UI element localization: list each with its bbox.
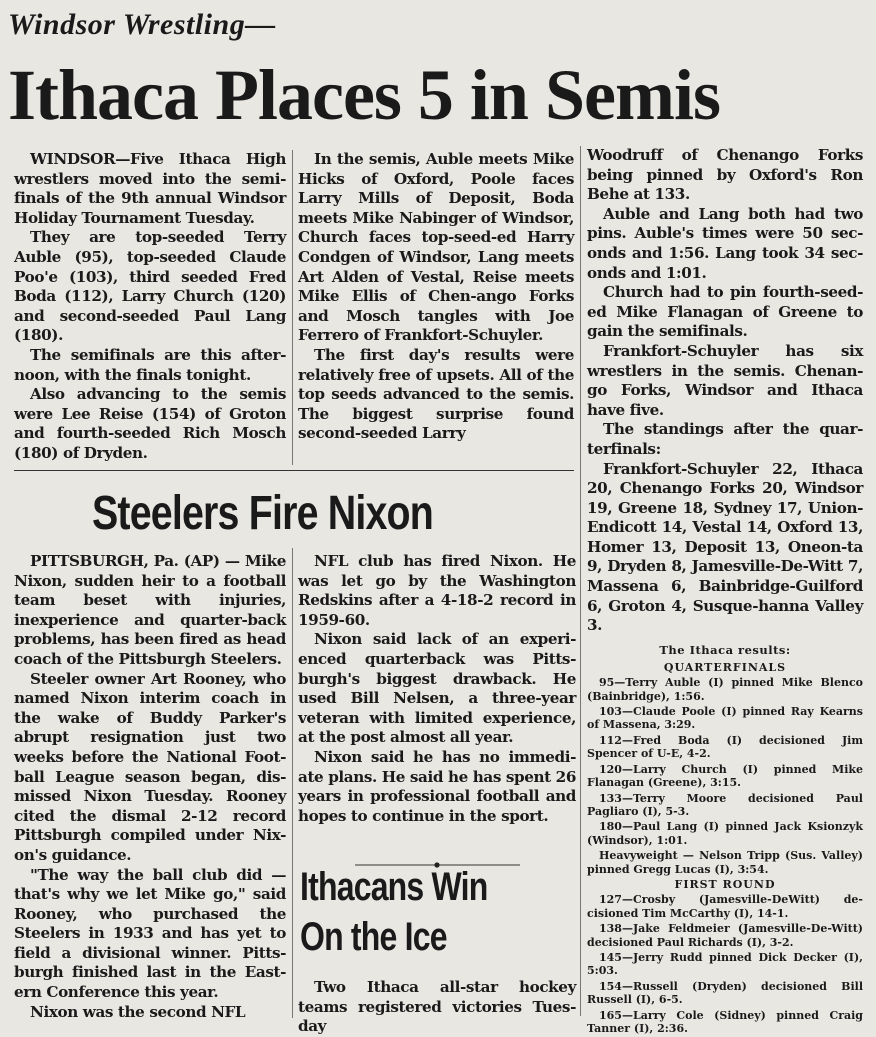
paragraph: Church had to pin fourth-seed-ed Mike Flanagan of Greene to gain the semifinals.	[587, 283, 863, 341]
section-divider	[14, 470, 574, 471]
wrestling-column-1	[14, 150, 286, 464]
first-round-label: FIRST ROUND	[674, 877, 776, 891]
steelers-column-1	[14, 552, 286, 1022]
steelers-column-2	[298, 552, 576, 826]
paragraph: "The way the ball club did — that's why we let Mike go," said Rooney, who purchased the Steelers in 1933 and has yet to field a divisional winner. Pitts-burgh finished last in the East-ern Conference this year.	[14, 865, 286, 1002]
result-item: 138—Jake Feldmeier (Jamesville-De-Witt) decisioned Paul Richards (I), 3-2.	[587, 922, 863, 949]
result-item: 120—Larry Church (I) pinned Mike Flanagan (Greene), 3:15.	[587, 762, 863, 790]
paragraph: Nixon was the second NFL	[30, 1002, 246, 1021]
paragraph: The first day's results were relatively free of upsets. All of the top seeds advanced to the semis. The biggest surprise found second-seeded Larry	[298, 345, 574, 443]
column-rule	[580, 146, 581, 1016]
paragraph: Nixon said he has no immedi-ate plans. He said he has spent 26 years in professional football and hopes to continue in the sport.	[298, 747, 576, 825]
paragraph: WINDSOR—Five Ithaca High wrestlers moved into the semi-finals of the 9th annual Windsor Holiday Tournament Tuesday.	[14, 150, 286, 227]
result-item: 145—Jerry Rudd pinned Dick Decker (I), 5:03.	[587, 950, 863, 978]
kicker: Windsor Wrestling—	[8, 8, 276, 41]
column-rule	[292, 548, 293, 1018]
column-rule	[292, 150, 293, 465]
hockey-body	[298, 978, 576, 1037]
result-item: 165—Larry Cole (Sidney) pinned Craig Tanner (I), 2:36.	[587, 1008, 863, 1035]
paragraph: In the semis, Auble meets Mike Hicks of Oxford, Poole faces Larry Mills of Deposit, Boda meets Mike Nabinger of Windsor, Church faces top-seed-ed Harry Condgen of Windsor, Lang meets Art Alden of Vestal, Reise meets Mike Ellis of Chen-ango Forks and Mosch tangles with Joe Ferrero of Frankfort-Schuyler.	[298, 150, 574, 345]
result-item: 127—Crosby (Jamesville-DeWitt) de-cisioned Tim McCarthy (I), 14-1.	[587, 893, 863, 920]
result-item: 180—Paul Lang (I) pinned Jack Ksionzyk (Windsor), 1:01.	[587, 820, 863, 847]
paragraph: The standings after the quar-terfinals:	[587, 420, 863, 458]
results-title: The Ithaca results:	[659, 642, 791, 657]
paragraph: Woodruff of Chenango Forks being pinned by Oxford's Ron Behe at 133.	[587, 146, 863, 204]
paragraph: Also advancing to the semis were Lee Reise (154) of Groton and fourth-seeded Rich Mosch (180) of Dryden.	[14, 385, 286, 462]
result-item: 154—Russell (Dryden) decisioned Bill Russell (I), 6-5.	[587, 979, 863, 1007]
paragraph: Auble and Lang both had two pins. Auble's times were 50 sec-onds and 1:56. Lang took 34 sec-onds and 1:01.	[587, 204, 863, 282]
result-item: 112—Fred Boda (I) decisioned Jim Spencer of U-E, 4-2.	[587, 733, 863, 761]
hockey-headline-line-1: Ithacans Win	[300, 865, 488, 909]
result-item: 95—Terry Auble (I) pinned Mike Blenco (Bainbridge), 1:56.	[587, 676, 863, 703]
wrestling-column-3	[587, 146, 863, 1037]
hockey-paragraph: Two Ithaca all-star hockey teams registered victories Tues-day	[298, 978, 576, 1036]
result-item: Heavyweight — Nelson Tripp (Sus. Valley) pinned Gregg Lucas (I), 3:54.	[587, 849, 863, 876]
steelers-headline: Steelers Fire Nixon	[92, 487, 433, 540]
paragraph: They are top-seeded Terry Auble (95), top-seeded Claude Poo'e (103), third seeded Fred Boda (112), Larry Church (120) and second-seeded Paul Lang (180).	[14, 228, 286, 345]
hockey-headline-line-2: On the Ice	[300, 915, 447, 959]
wrestling-column-2	[298, 150, 574, 444]
paragraph: The semifinals are this after-noon, with the finals tonight.	[14, 345, 286, 384]
paragraph: Frankfort-Schuyler 22, Ithaca 20, Chenango Forks 20, Windsor 19, Greene 18, Sydney 17, Union-Endicott 14, Vestal 14, Oxford 13, Homer 13, Deposit 13, Oneon-ta 9, Dryden 8, Jamesville-De-Witt 7, Massena 6, Bainbridge-Guilford 6, Groton 4, Susque-hanna Valley 3.	[587, 459, 863, 635]
quarterfinals-label: QUARTERFINALS	[663, 660, 787, 674]
result-item: 133—Terry Moore decisioned Paul Pagliaro (I), 5-3.	[587, 791, 863, 818]
paragraph: NFL club has fired Nixon. He was let go by the Washington Redskins after a 4-18-2 record in 1959-60.	[298, 552, 576, 629]
paragraph: Nixon said lack of an experi-enced quarterback was Pitts-burgh's biggest drawback. He used Bill Nelsen, a three-year veteran with limited experience, at the post almost all year.	[298, 630, 576, 747]
paragraph: Steeler owner Art Rooney, who named Nixon interim coach in the wake of Buddy Parker's abrupt resignation just two weeks before the National Foot-ball League season began, dis-missed Nixon Tuesday. Rooney cited the dismal 2-12 record Pittsburgh compiled under Nix-on's guidance.	[14, 669, 286, 864]
paragraph: Frankfort-Schuyler has six wrestlers in the semis. Chenan-go Forks, Windsor and Ithaca have five.	[587, 341, 863, 419]
page-title: Ithaca Places 5 in Semis	[8, 55, 720, 135]
ornament-rule	[355, 853, 520, 857]
paragraph: PITTSBURGH, Pa. (AP) — Mike Nixon, sudden heir to a football team beset with injuries, inexperience and quarter-back problems, has been fired as head coach of the Pittsburgh Steelers.	[14, 552, 286, 668]
results-list	[587, 661, 863, 1036]
result-item: 103—Claude Poole (I) pinned Ray Kearns of Massena, 3:29.	[587, 705, 863, 732]
